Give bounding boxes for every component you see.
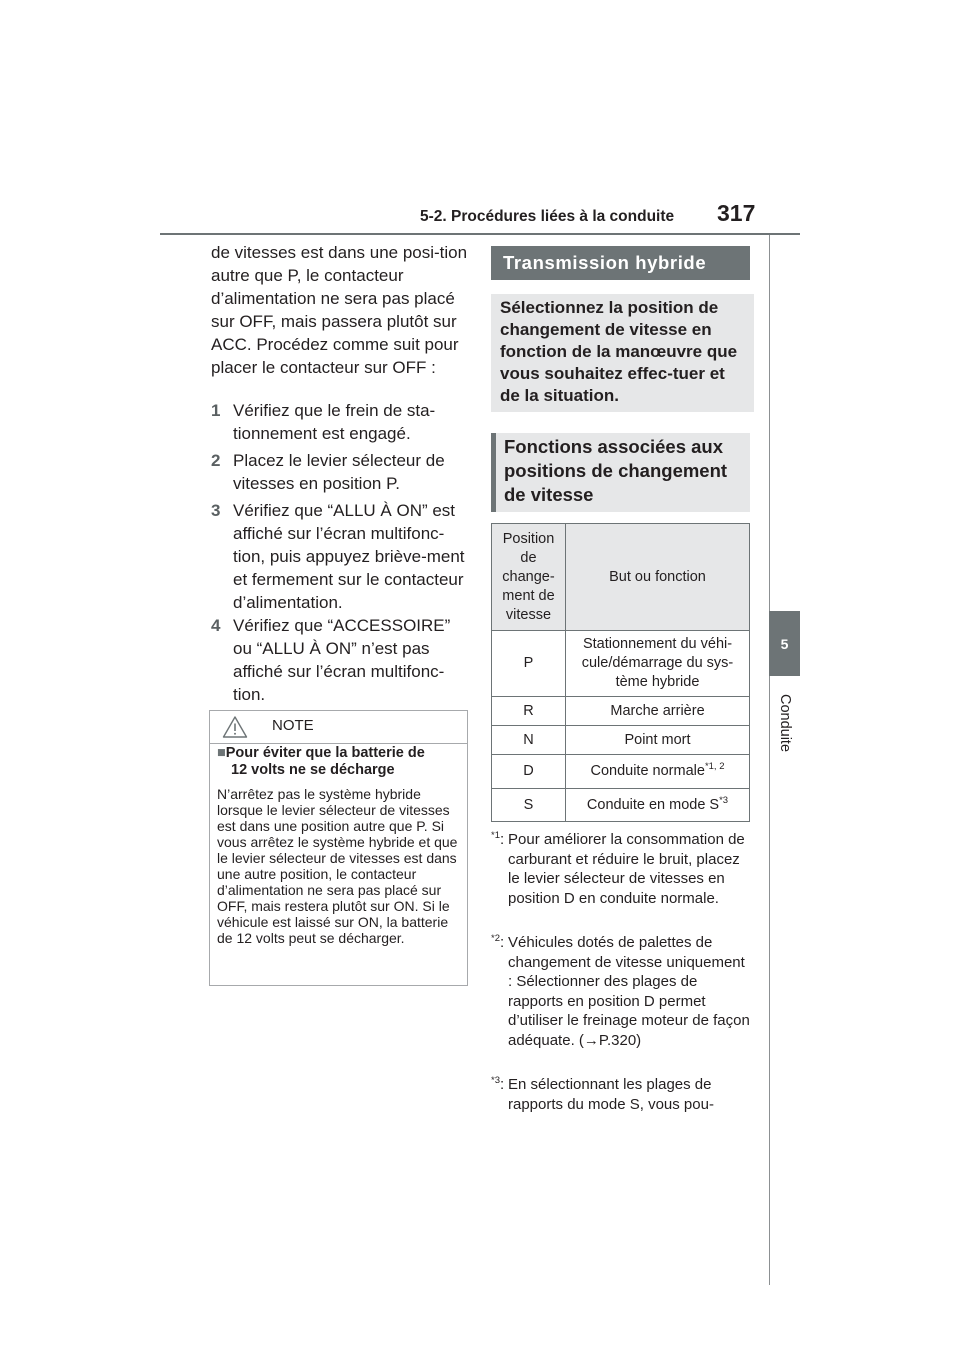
step-text: Vérifiez que “ALLU À ON” est affiché sur l’écran multifonc-tion, puis appuyez briève-ment et fermement sur le contacteur d’alimentation. xyxy=(233,501,465,612)
step-text: Vérifiez que le frein de sta-tionnement est engagé. xyxy=(233,401,436,443)
chapter-label-text: Conduite xyxy=(776,693,793,753)
table-cell-position: R xyxy=(492,697,566,726)
section-title-hybrid-transmission: Transmission hybride xyxy=(491,246,750,280)
footnote-2: $^{*2}$: Véhicules dotés de palettes de changement de vitesse uniquement : Sélectionner des plages de rapports en position D permet d’utiliser le freinage moteur de façon adéquate. (→P.320) xyxy=(491,933,753,1050)
table-cell-purpose: Point mort xyxy=(566,726,750,755)
step-text: Placez le levier sélecteur de vitesses en position P. xyxy=(233,451,445,493)
table-header-row xyxy=(492,524,750,631)
step-3 xyxy=(211,499,471,614)
footnote-marker: *3 xyxy=(491,1075,500,1086)
table-row xyxy=(492,631,750,697)
table-cell-purpose: Marche arrière xyxy=(566,697,750,726)
note-body: N’arrêtez pas le système hybride lorsque le levier sélecteur de vitesses est dans une position autre que P. Si vous arrêtez le système hybride et que le levier sélecteur de vitesses est dans une autre position, le contacteur d’alimentation ne sera pas placé sur OFF, mais restera plutôt sur ON. Si le véhicule est laissé sur ON, la batterie de 12 volts peut se décharger. xyxy=(217,786,458,946)
chapter-number: 5 xyxy=(780,635,789,652)
step-number: 4 xyxy=(211,616,221,635)
table-row xyxy=(492,697,750,726)
footnote-text: Véhicules dotés de palettes de changement de vitesse uniquement : Sélectionner des plages de rapports en position D permet d’utiliser le freinage moteur de façon adéquate. (→P.320) xyxy=(508,934,750,1049)
chapter-tab[interactable] xyxy=(769,611,800,676)
table-cell-position: S xyxy=(492,789,566,822)
step-2 xyxy=(211,449,471,495)
subsection-title-functions: Fonctions associées aux positions de changement de vitesse xyxy=(491,433,750,512)
footnote-ref: *1, 2 xyxy=(704,761,725,772)
table-cell-position: N xyxy=(492,726,566,755)
table-row xyxy=(492,789,750,822)
intro-paragraph: de vitesses est dans une posi-tion autre que P, le contacteur d’alimentation ne sera pas placé sur OFF, mais passera plutôt sur ACC. Procédez comme suit pour placer le contacteur sur OFF : xyxy=(211,243,468,377)
note-heading xyxy=(217,745,462,779)
table-cell-position: D xyxy=(492,755,566,789)
step-number: 1 xyxy=(211,401,221,420)
step-4 xyxy=(211,614,471,706)
step-number: 2 xyxy=(211,451,221,470)
footnote-3: $^{*3}$: En sélectionnant les plages de rapports du mode S, vous pou- xyxy=(491,1075,753,1114)
footnote-text: En sélectionnant les plages de rapports du mode S, vous pou- xyxy=(508,1076,714,1113)
table-cell-purpose xyxy=(566,755,750,789)
gear-position-table xyxy=(491,523,750,822)
square-bullet-icon: ■ xyxy=(217,745,226,761)
footnote-marker: *1 xyxy=(491,830,500,841)
table-cell-purpose-text: Conduite normale xyxy=(590,763,705,779)
header-rule xyxy=(160,233,800,235)
table-cell-purpose: Stationnement du véhi-cule/démarrage du sys-tème hybride xyxy=(566,631,750,697)
table-header-position: Position de change-ment de vitesse xyxy=(492,524,566,631)
page-number: 317 xyxy=(717,200,756,226)
table-cell-purpose xyxy=(566,789,750,822)
note-title: NOTE xyxy=(272,717,314,734)
table-header-purpose: But ou fonction xyxy=(566,524,750,631)
footnote-ref: *3 xyxy=(719,794,729,806)
step-text: Vérifiez que “ACCESSOIRE” ou “ALLU À ON” n’est pas affiché sur l’écran multifonc-tion. xyxy=(233,616,451,704)
warning-icon xyxy=(222,715,248,739)
running-header-section: 5-2. Procédures liées à la conduite xyxy=(420,208,675,225)
step-1 xyxy=(211,399,471,445)
chapter-label xyxy=(769,683,800,763)
table-cell-position: P xyxy=(492,631,566,697)
footnote-1: $^{*1}$: Pour améliorer la consommation de carburant et réduire le bruit, placez le levier sélecteur de vitesses en position D en conduite normale. xyxy=(491,830,753,908)
note-box xyxy=(209,710,468,986)
note-heading-line1: Pour éviter que la batterie de xyxy=(225,745,425,761)
note-heading-line2: 12 volts ne se décharge xyxy=(231,762,395,778)
summary-box: Sélectionnez la position de changement de vitesse en fonction de la manœuvre que vous souhaitez effec-tuer et de la situation. xyxy=(491,294,754,412)
footnote-text: Pour améliorer la consommation de carburant et réduire le bruit, placez le levier sélecteur de vitesses en position D en conduite normale. xyxy=(508,831,745,907)
step-number: 3 xyxy=(211,501,221,520)
table-cell-purpose-text: Conduite en mode S xyxy=(586,796,720,813)
table-row xyxy=(492,726,750,755)
table-row xyxy=(492,755,750,789)
note-divider xyxy=(210,743,467,744)
footnote-marker: *2 xyxy=(491,933,500,944)
